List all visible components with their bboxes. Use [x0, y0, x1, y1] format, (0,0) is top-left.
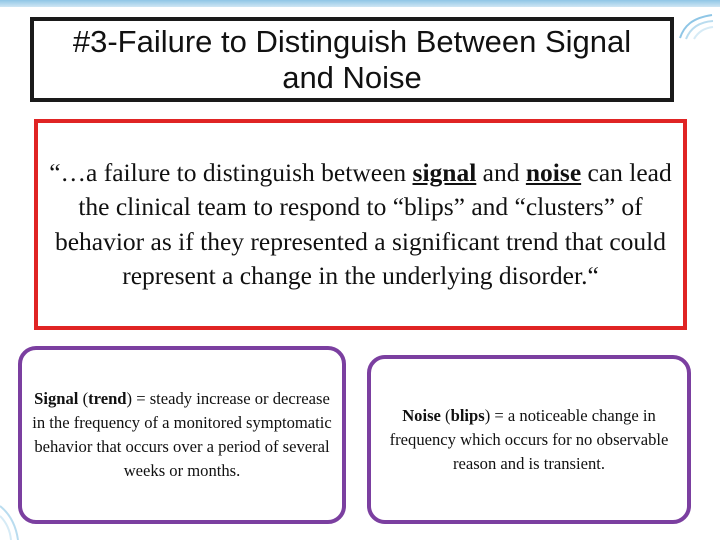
quote-signal-word: signal — [412, 157, 477, 187]
signal-alias: trend — [88, 389, 127, 408]
noise-term: Noise — [402, 405, 441, 425]
noise-alias: blips — [450, 405, 485, 425]
signal-definition-card — [18, 346, 346, 524]
quote-box — [34, 119, 687, 330]
noise-paren-open: ( — [440, 405, 451, 425]
signal-paren-open: ( — [78, 389, 89, 408]
quote-and-word: and — [476, 157, 526, 187]
top-accent-rule — [0, 0, 720, 7]
quote-part-2: can lead the clinical team to respond to “blips” and “clusters” of behavior as if they represented a significant trend that could represent a change in the underlying disorder.“ — [54, 157, 672, 290]
signal-definition: ) = steady increase or decrease in the frequency of a monitored symptomatic behavior that occurs over a period of several weeks or months. — [32, 389, 332, 480]
quote-part-1: “…a failure to distinguish between — [49, 157, 413, 187]
quote-text — [41, 156, 681, 294]
quote-noise-word: noise — [525, 157, 582, 187]
noise-definition-text — [379, 404, 679, 476]
slide-title: #3-Failure to Distinguish Between Signal and Noise — [72, 23, 632, 95]
noise-definition-card — [367, 355, 691, 524]
title-box — [30, 17, 674, 102]
signal-term: Signal — [34, 389, 79, 408]
signal-definition-text — [30, 387, 334, 483]
corner-decoration-icon — [678, 12, 714, 40]
noise-definition: ) = a noticeable change in frequency which occurs for no observable reason and is transient. — [389, 405, 669, 473]
